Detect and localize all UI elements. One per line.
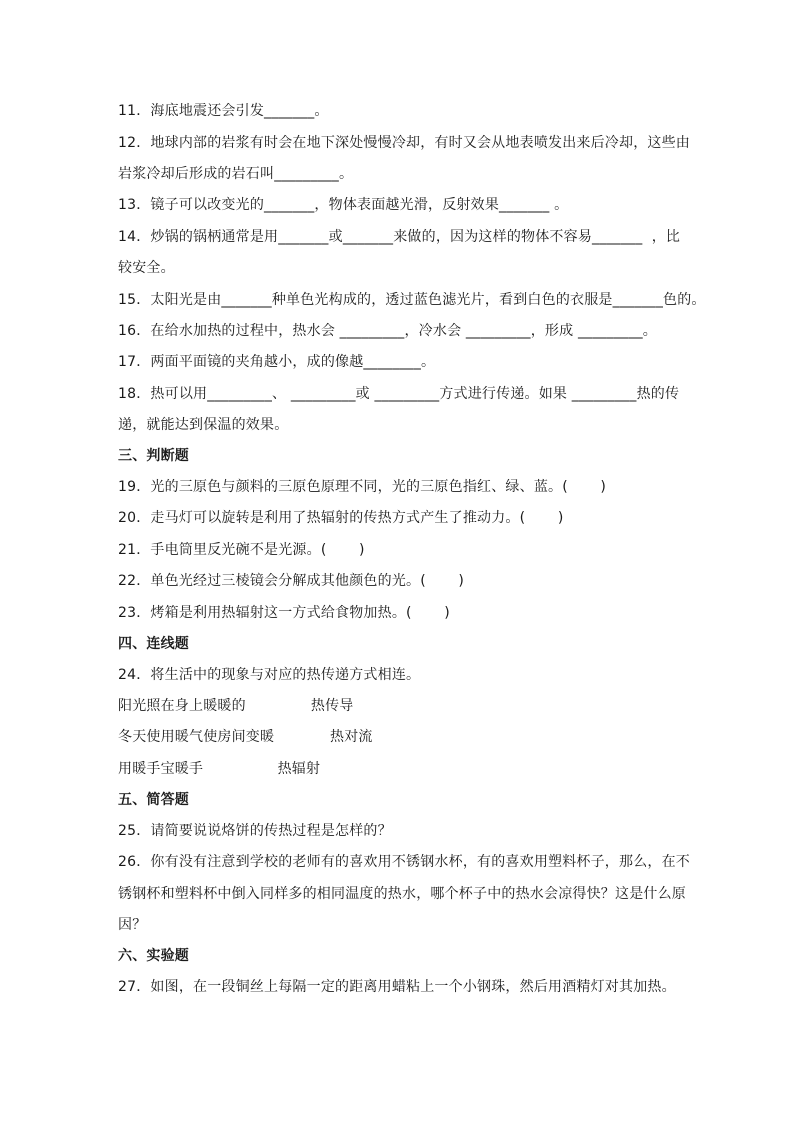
matching-row-1: 阳光照在身上暖暖的 热传导 xyxy=(118,698,354,714)
section-heading-matching: 四、连线题 xyxy=(118,636,189,652)
question-25: 25．请简要说说烙饼的传热过程是怎样的？ xyxy=(118,823,392,839)
matching-row-2: 冬天使用暖气使房间变暖 热对流 xyxy=(118,729,373,745)
question-18-line-2: 递，就能达到保温的效果。 xyxy=(118,417,289,433)
matching-row-3: 用暖手宝暖手 热辐射 xyxy=(118,761,321,777)
question-13: 13．镜子可以改变光的_______，物体表面越光滑，反射效果_______ 。 xyxy=(118,197,569,213)
question-26-line-3: 因？ xyxy=(118,917,147,933)
question-12-line-1: 12．地球内部的岩浆有时会在地下深处慢慢冷却，有时又会从地表喷发出来后冷却，这些由 xyxy=(118,135,691,151)
question-24: 24．将生活中的现象与对应的热传递方式相连。 xyxy=(118,667,421,683)
question-14-line-1: 14．炒锅的锅柄通常是用_______或_______来做的，因为这样的物体不容易_______ ，比 xyxy=(118,229,681,245)
question-22: 22．单色光经过三棱镜会分解成其他颜色的光。( ) xyxy=(118,573,465,589)
question-21: 21．手电筒里反光碗不是光源。( ) xyxy=(118,542,365,558)
question-15: 15．太阳光是由_______种单色光构成的，透过蓝色滤光片，看到白色的衣服是_______色的。 xyxy=(118,292,706,308)
question-17: 17．两面平面镜的夹角越小，成的像越________。 xyxy=(118,354,436,370)
question-12-line-2: 岩浆冷却后形成的岩石叫_________。 xyxy=(118,166,354,182)
question-14-line-2: 较安全。 xyxy=(118,260,175,276)
question-26-line-2: 锈钢杯和塑料杯中倒入同样多的相同温度的热水，哪个杯子中的热水会凉得快？这是什么原 xyxy=(118,886,686,902)
question-20: 20．走马灯可以旋转是利用了热辐射的传热方式产生了推动力。( ) xyxy=(118,510,564,526)
question-18-line-1: 18．热可以用_________、 _________或 _________方式进行传递。如果 _________热的传 xyxy=(118,386,680,402)
question-26-line-1: 26．你有没有注意到学校的老师有的喜欢用不锈钢水杯，有的喜欢用塑料杯子，那么，在不 xyxy=(118,854,691,870)
question-19: 19．光的三原色与颜料的三原色原理不同，光的三原色指红、绿、蓝。( ) xyxy=(118,479,607,495)
question-23: 23．烤箱是利用热辐射这一方式给食物加热。( ) xyxy=(118,605,450,621)
question-27: 27．如图，在一段铜丝上每隔一定的距离用蜡粘上一个小钢珠，然后用酒精灯对其加热。 xyxy=(118,979,676,995)
section-heading-experiment: 六、实验题 xyxy=(118,948,189,964)
section-heading-true-false: 三、判断题 xyxy=(118,448,189,464)
question-11: 11．海底地震还会引发_______。 xyxy=(118,103,329,119)
section-heading-short-answer: 五、简答题 xyxy=(118,792,189,808)
question-16: 16．在给水加热的过程中，热水会 _________，冷水会 _________，形成 _________。 xyxy=(118,323,657,339)
